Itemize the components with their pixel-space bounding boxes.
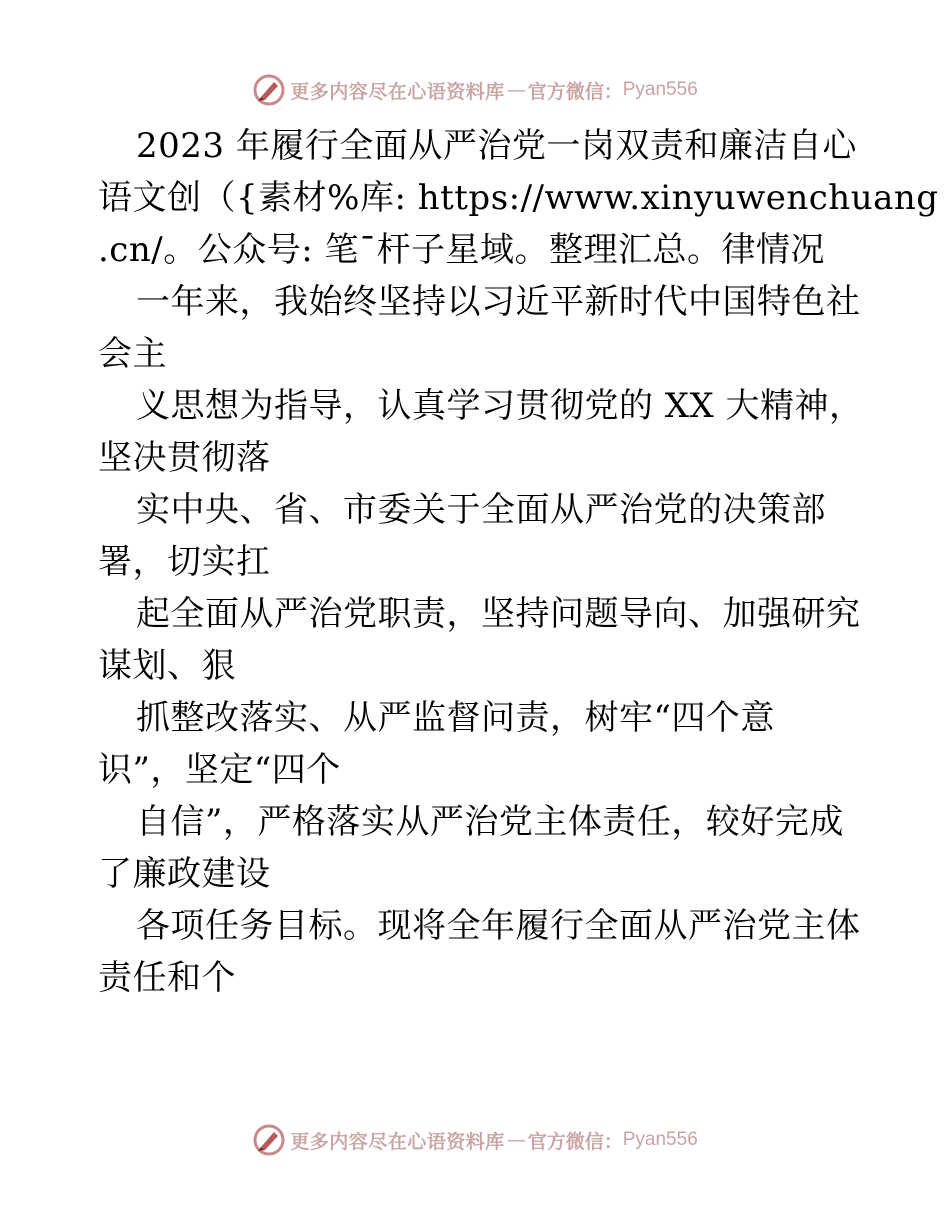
footer-banner xyxy=(0,1120,950,1160)
pen-circle-icon xyxy=(252,73,286,107)
banner-main-text: 更多内容尽在心语资料库 xyxy=(290,1130,505,1153)
body-line: 了廉政建设 xyxy=(98,854,271,894)
body-line: 义思想为指导，认真学习贯彻党的 XX 大精神， xyxy=(136,386,864,426)
banner-separator: — xyxy=(506,79,526,101)
body-line: 坚决贯彻落 xyxy=(98,438,271,478)
body-line: 抓整改落实、从严监督问责，树牢“四个意 xyxy=(136,698,775,738)
banner-official-label: 官方微信： xyxy=(527,80,623,103)
body-line: 责任和个 xyxy=(98,958,236,998)
banner-wechat-id: Pyan556 xyxy=(622,79,698,100)
body-line: 谋划、狠 xyxy=(98,646,236,686)
header-banner xyxy=(0,70,950,110)
pen-circle-icon xyxy=(252,1123,286,1157)
banner-main-text: 更多内容尽在心语资料库 xyxy=(290,80,505,103)
body-line: 会主 xyxy=(98,334,167,374)
document-body xyxy=(98,120,939,1004)
body-line: 语文创（{素材%库: https://www.xinyuwenchuang xyxy=(98,178,939,218)
body-line: 一年来，我始终坚持以习近平新时代中国特色社 xyxy=(136,282,861,322)
banner-wechat-id: Pyan556 xyxy=(622,1129,698,1150)
body-line: 实中央、省、市委关于全面从严治党的决策部 xyxy=(136,490,826,530)
body-line: 署，切实扛 xyxy=(98,542,271,582)
body-line: 自信”，严格落实从严治党主体责任，较好完成 xyxy=(136,802,844,842)
body-line: 起全面从严治党职责，坚持问题导向、加强研究 xyxy=(136,594,861,634)
body-line: 各项任务目标。现将全年履行全面从严治党主体 xyxy=(136,906,861,946)
banner-separator: — xyxy=(506,1129,526,1151)
body-line: 识”，坚定“四个 xyxy=(98,750,341,790)
body-line: 2023 年履行全面从严治党一岗双责和廉洁自心 xyxy=(136,126,857,166)
banner-official-label: 官方微信： xyxy=(527,1130,623,1153)
body-line: .cn/。公众号: 笔¯杆子星域。整理汇总。律情况 xyxy=(98,230,825,270)
